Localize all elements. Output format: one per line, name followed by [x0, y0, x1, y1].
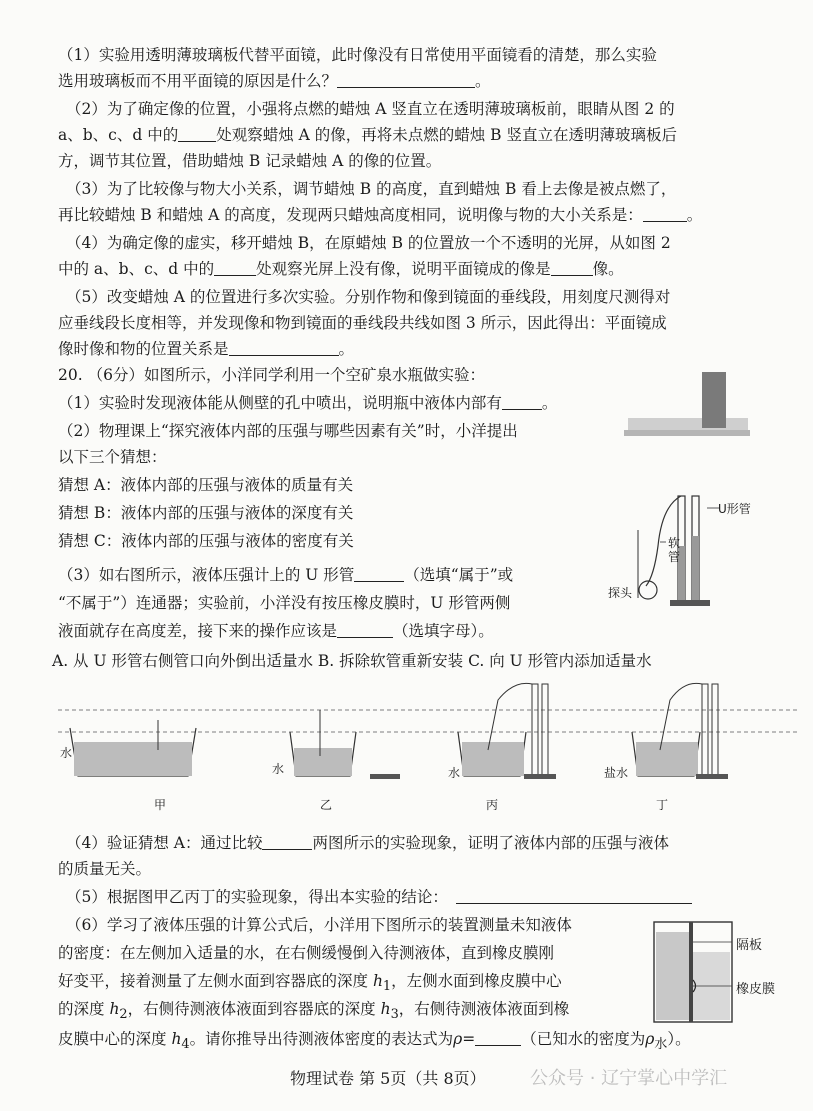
q19-p2b: a、b、c、d 中的 处观察蜡烛 A 的像，再将未点燃的蜡烛 B 竖直立在透明薄玻璃板后 [58, 126, 677, 144]
q20-p4a: （4）验证猜想 A：通过比较 两图所示的实验现象，证明了液体内部的压强与液体 [66, 834, 669, 852]
q20-p1: （1）实验时发现液体能从侧壁的孔中喷出，说明瓶中液体内部有 。 [58, 394, 558, 412]
q19-p3b: 再比较蜡烛 B 和蜡烛 A 的高度，发现两只蜡烛高度相同，说明像与物的大小关系是： 。 [58, 206, 703, 224]
partition-container-figure [648, 918, 788, 1026]
q20-p2a: （2）物理课上“探究液体内部的压强与哪些因素有关”时，小洋提出 [58, 422, 518, 440]
q19-p3a: （3）为了比较像与物大小关系，调节蜡烛 B 的高度，直到蜡烛 B 看上去像是被点燃了， [66, 180, 677, 198]
page-footer: 物理试卷 第 5页（共 8页） [290, 1069, 486, 1088]
q19-p4b: 中的 a、b、c、d 中的 处观察光屏上没有像，说明平面镜成的像是 像。 [58, 260, 624, 278]
q19-p2a: （2）为了确定像的位置，小强将点燃的蜡烛 A 竖直立在透明薄玻璃板前，眼睛从图 2 的 [66, 100, 675, 118]
q20-p6d: 的深度 $h_2$，右侧待测液体液面到容器底的深度 $h_3$，右侧待测液体液面到橡 [58, 1000, 570, 1023]
beakers-drawing [58, 680, 798, 810]
answer-blank [643, 205, 687, 222]
answer-blank [337, 621, 393, 638]
answer-blank [475, 1029, 521, 1046]
beaker-yi-liquid: 水 [272, 762, 285, 776]
q20-p4b: 的质量无关。 [58, 860, 152, 878]
q19-p2c: 方，调节其位置，借助蜡烛 B 记录蜡烛 A 的像的位置。 [58, 152, 442, 170]
probe-label: 探头 [608, 586, 633, 600]
q19-p5b: 应垂线段长度相等，并发现像和物到镜面的垂线段共线如图 3 所示，因此得出：平面镜成 [58, 314, 667, 332]
q20-p6e: 皮膜中心的深度 $h_4$。请你推导出待测液体密度的表达式为ρ= （已知水的密度为$\rho_水$）。 [58, 1030, 691, 1053]
q19-p1b: 选用玻璃板而不用平面镜的原因是什么？ 。 [58, 72, 491, 90]
beaker-experiment-figure [58, 680, 798, 810]
soft-tube-label: 软 管 [668, 536, 681, 564]
q20-p6c: 好变平，接着测量了左侧水面到容器底的深度 $h_1$，左侧水面到橡皮膜中心 [58, 972, 562, 995]
q20-p3a: （3）如右图所示，液体压强计上的 U 形管 （选填“属于”或 [58, 566, 514, 584]
answer-blank [354, 565, 404, 582]
beaker-bing-liquid: 水 [448, 766, 461, 780]
q20-heading: 20. （6分）如图所示，小洋同学利用一个空矿泉水瓶做实验： [58, 366, 485, 384]
q20-options: A. 从 U 形管右侧管口向外倒出适量水 B. 拆除软管重新安装 C. 向 U 形管内添加适量水 [52, 652, 652, 670]
q20-p5: （5）根据图甲乙丙丁的实验现象，得出本实验的结论： [66, 884, 692, 910]
membrane-label: 橡皮膜 [736, 982, 776, 997]
answer-blank [551, 259, 593, 276]
partition-label: 隔板 [736, 938, 763, 953]
answer-blank [178, 125, 216, 142]
caption-ding: 丁 [656, 798, 669, 812]
beaker-ding-liquid: 盐水 [604, 766, 629, 780]
answer-blank [456, 887, 692, 904]
guess-c: 猜想 C：液体内部的压强与液体的密度有关 [58, 532, 354, 550]
caption-yi: 乙 [320, 798, 333, 812]
answer-blank [502, 393, 542, 410]
caption-jia: 甲 [154, 798, 167, 812]
u-tube-label: U形管 [718, 502, 751, 516]
water-bottle-photo [624, 368, 754, 444]
q19-p5a: （5）改变蜡烛 A 的位置进行多次实验。分别作物和像到镜面的垂线段，用刻度尺测得对 [66, 288, 671, 306]
beaker-jia-liquid: 水 [60, 746, 73, 760]
guess-b: 猜想 B：液体内部的压强与液体的深度有关 [58, 504, 354, 522]
container-drawing [648, 918, 788, 1026]
caption-bing: 丙 [486, 798, 499, 812]
q19-p4a: （4）为确定像的虚实，移开蜡烛 B，在原蜡烛 B 的位置放一个不透明的光屏，从如图 2 [66, 234, 671, 252]
watermark: 公众号 · 辽宁掌心中学汇 [530, 1068, 728, 1089]
q19-p1a: （1）实验用透明薄玻璃板代替平面镜，此时像没有日常使用平面镜看的清楚，那么实验 [58, 46, 657, 64]
q20-p6a: （6）学习了液体压强的计算公式后，小洋用下图所示的装置测量未知液体 [66, 916, 572, 934]
q20-p6b: 的密度：在左侧加入适量的水，在右侧缓慢倒入待测液体，直到橡皮膜刚 [58, 944, 555, 962]
answer-blank [337, 71, 475, 88]
answer-blank [262, 833, 312, 850]
q19-p5c: 像时像和物的位置关系是 。 [58, 340, 355, 358]
answer-blank [229, 339, 339, 356]
q20-p3b: “不属于”）连通器；实验前，小洋没有按压橡皮膜时，U 形管两侧 [58, 594, 511, 612]
q20-p3c: 液面就存在高度差，接下来的操作应该是 （选填字母）。 [58, 622, 494, 640]
q20-p2b: 以下三个猜想： [58, 448, 167, 466]
u-tube-manometer-figure [608, 486, 792, 610]
guess-a: 猜想 A：液体内部的压强与液体的质量有关 [58, 476, 354, 494]
answer-blank [214, 259, 256, 276]
manometer-drawing [612, 486, 792, 610]
